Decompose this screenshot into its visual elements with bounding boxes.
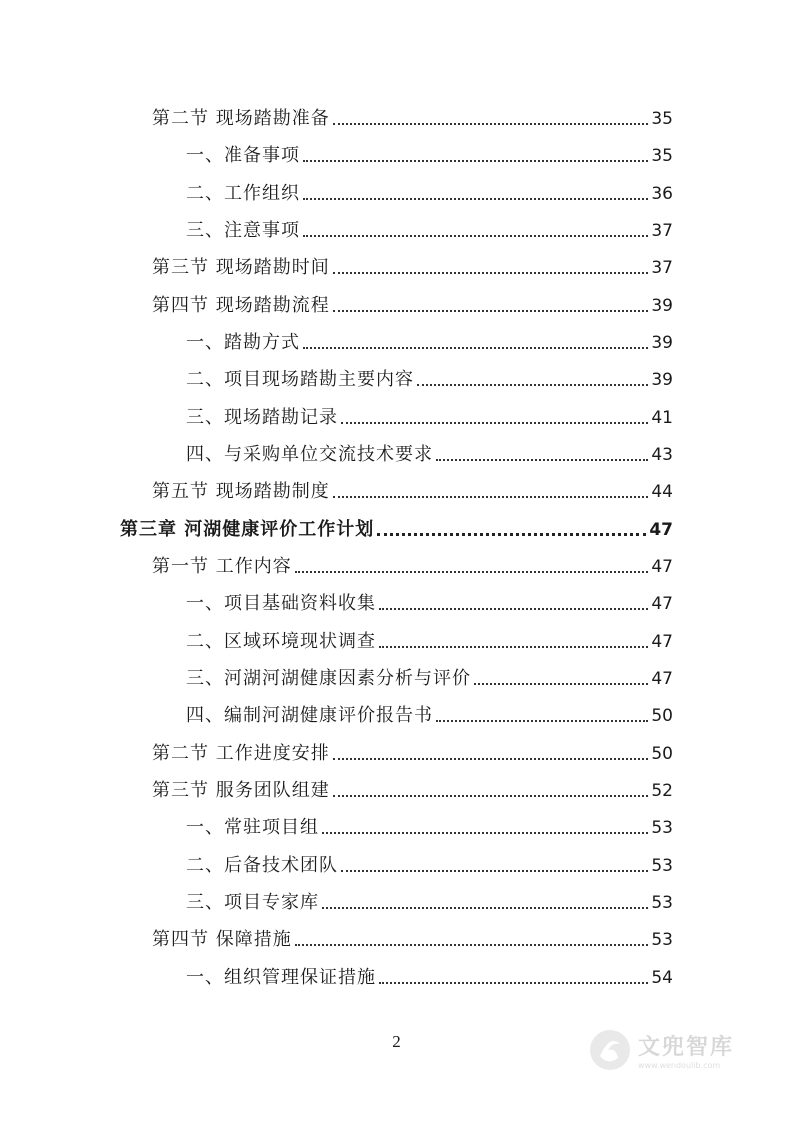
toc-entry-title: 三、项目专家库 <box>186 892 319 913</box>
toc-entry-title: 二、后备技术团队 <box>186 855 338 876</box>
toc-entry-title: 四、与采购单位交流技术要求 <box>186 444 433 465</box>
watermark-url: www.wendoulib.com <box>638 1061 721 1070</box>
toc-entry[interactable] <box>186 137 673 167</box>
toc-entry-title: 一、项目基础资料收集 <box>186 593 376 614</box>
dot-leader <box>333 795 649 797</box>
dot-leader <box>295 571 649 573</box>
toc-entry-page: 41 <box>651 408 673 428</box>
dot-leader <box>322 832 648 834</box>
toc-entry-page: 47 <box>651 557 673 577</box>
dot-leader <box>333 272 649 274</box>
dot-leader <box>379 608 648 610</box>
dot-leader <box>303 198 648 200</box>
toc-entry[interactable] <box>152 548 673 578</box>
toc-entry-page: 47 <box>649 520 673 540</box>
toc-entry-page: 39 <box>651 296 673 316</box>
toc-entry-page: 47 <box>651 632 673 652</box>
toc-entry-page: 53 <box>651 856 673 876</box>
dot-leader <box>333 310 649 312</box>
toc-entry[interactable] <box>186 212 673 242</box>
toc-entry[interactable] <box>186 399 673 429</box>
toc-entry-page: 35 <box>651 146 673 166</box>
dot-leader <box>303 235 648 237</box>
toc-entry-page: 43 <box>651 445 673 465</box>
toc-entry-title: 第三节 服务团队组建 <box>152 780 330 801</box>
toc-entry[interactable] <box>186 175 673 205</box>
dot-leader <box>303 347 648 349</box>
dot-leader <box>303 160 648 162</box>
toc-entry-title: 三、注意事项 <box>186 220 300 241</box>
dot-leader <box>436 720 648 722</box>
toc-entry-page: 47 <box>651 669 673 689</box>
toc-entry-page: 52 <box>651 781 673 801</box>
toc-entry-page: 39 <box>651 370 673 390</box>
dot-leader <box>333 123 649 125</box>
toc-chapter-entry[interactable] <box>120 511 673 541</box>
dot-leader <box>417 384 648 386</box>
toc-entry[interactable] <box>186 324 673 354</box>
toc-entry-page: 54 <box>651 968 673 988</box>
toc-entry[interactable] <box>186 959 673 989</box>
toc-entry[interactable] <box>152 772 673 802</box>
toc-entry-title: 第二节 工作进度安排 <box>152 743 330 764</box>
toc-entry-title: 一、组织管理保证措施 <box>186 967 376 988</box>
toc-entry-title: 第三节 现场踏勘时间 <box>152 257 330 278</box>
toc-entry-title: 第五节 现场踏勘制度 <box>152 481 330 502</box>
toc-entry-title: 一、常驻项目组 <box>186 817 319 838</box>
toc-entry-page: 50 <box>651 744 673 764</box>
watermark <box>588 1022 758 1078</box>
toc-entry-title: 第四节 保障措施 <box>152 929 292 950</box>
toc-entry-page: 37 <box>651 258 673 278</box>
toc-entry-title: 二、区域环境现状调查 <box>186 631 376 652</box>
dot-leader <box>474 683 648 685</box>
toc-entry-title: 第三章 河湖健康评价工作计划 <box>120 519 375 540</box>
watermark-logo-icon <box>588 1028 632 1072</box>
toc-entry[interactable] <box>186 884 673 914</box>
dot-leader <box>379 646 648 648</box>
dot-leader <box>333 496 649 498</box>
toc-entry[interactable] <box>152 249 673 279</box>
toc-entry[interactable] <box>152 473 673 503</box>
toc-entry[interactable] <box>186 697 673 727</box>
toc-entry-title: 第二节 现场踏勘准备 <box>152 108 330 129</box>
toc-entry[interactable] <box>186 623 673 653</box>
toc-entry-page: 47 <box>651 594 673 614</box>
toc-entry-page: 53 <box>651 893 673 913</box>
toc-entry-page: 36 <box>651 184 673 204</box>
toc-entry[interactable] <box>186 585 673 615</box>
dot-leader <box>333 758 649 760</box>
toc-entry[interactable] <box>152 735 673 765</box>
toc-entry-title: 一、踏勘方式 <box>186 332 300 353</box>
toc-entry-page: 37 <box>651 221 673 241</box>
toc-entry[interactable] <box>152 287 673 317</box>
dot-leader <box>295 944 649 946</box>
toc-entry[interactable] <box>186 809 673 839</box>
toc-entry-page: 53 <box>651 930 673 950</box>
toc-entry-page: 44 <box>651 482 673 502</box>
toc-entry[interactable] <box>186 436 673 466</box>
toc-entry-page: 35 <box>651 109 673 129</box>
dot-leader <box>436 459 648 461</box>
toc-entry-page: 39 <box>651 333 673 353</box>
toc-entry-title: 第一节 工作内容 <box>152 556 292 577</box>
toc-entry-title: 二、项目现场踏勘主要内容 <box>186 369 414 390</box>
dot-leader <box>341 422 648 424</box>
toc-entry-title: 四、编制河湖健康评价报告书 <box>186 705 433 726</box>
watermark-name: 文兜智库 <box>638 1035 735 1060</box>
toc-entry[interactable] <box>186 847 673 877</box>
toc-entry[interactable] <box>152 921 673 951</box>
toc-entry-title: 一、准备事项 <box>186 145 300 166</box>
toc-entry-page: 50 <box>651 706 673 726</box>
toc-entry-title: 三、现场踏勘记录 <box>186 407 338 428</box>
toc-entry[interactable] <box>152 100 673 130</box>
toc-entry-title: 第四节 现场踏勘流程 <box>152 295 330 316</box>
toc-entry-title: 二、工作组织 <box>186 183 300 204</box>
toc-entry[interactable] <box>186 361 673 391</box>
dot-leader <box>379 982 648 984</box>
toc-entry-title: 三、河湖河湖健康因素分析与评价 <box>186 668 471 689</box>
dot-leader <box>377 533 646 536</box>
page-number: 2 <box>392 1032 401 1051</box>
dot-leader <box>341 870 648 872</box>
dot-leader <box>322 907 648 909</box>
toc-entry[interactable] <box>186 660 673 690</box>
toc-entry-page: 53 <box>651 818 673 838</box>
